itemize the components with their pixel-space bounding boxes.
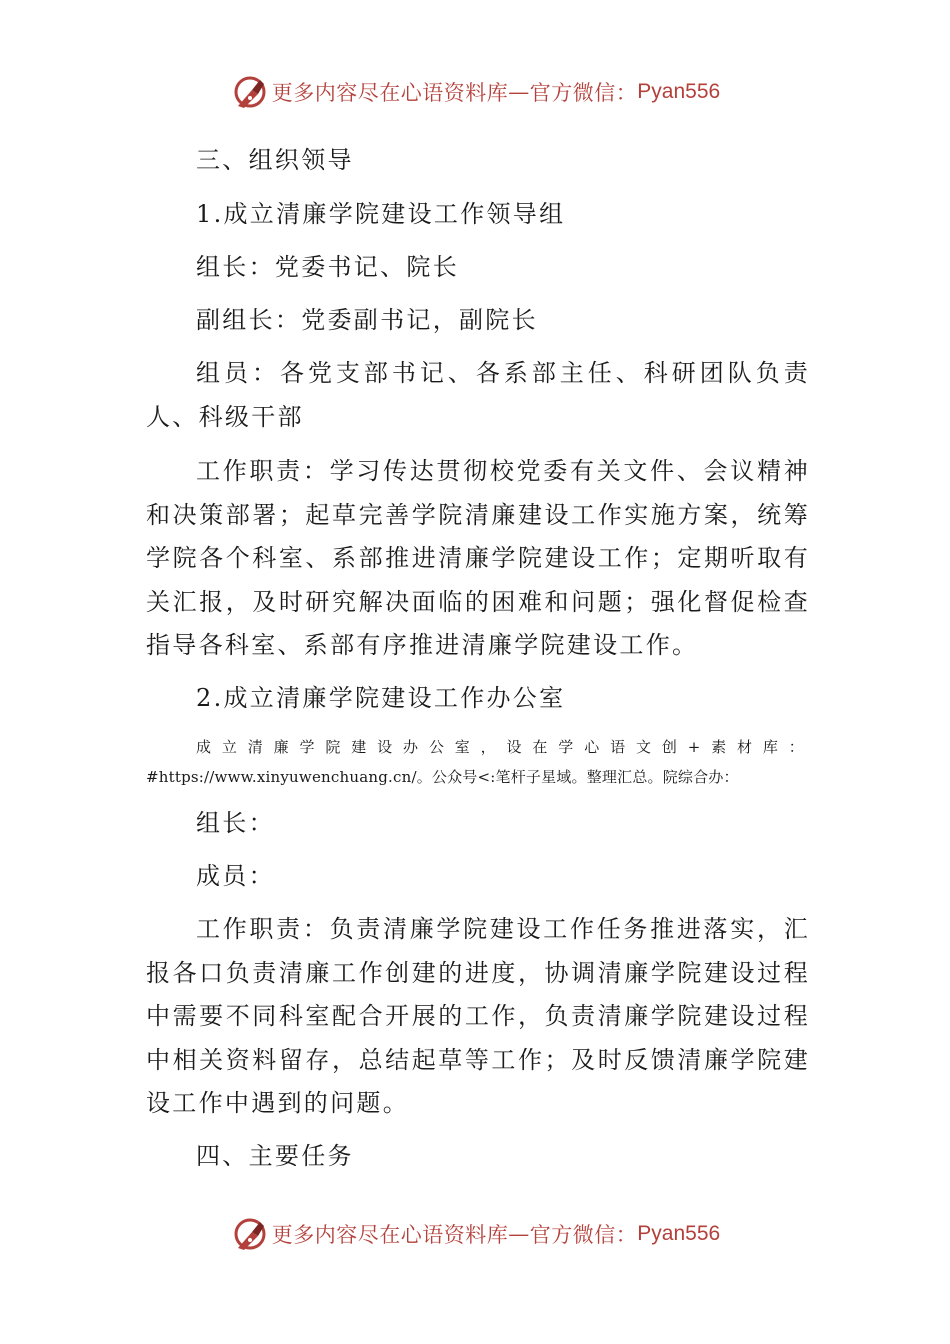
- pen-nib-logo-icon: [230, 1214, 270, 1254]
- banner-text: 更多内容尽在心语资料库: [271, 1223, 509, 1247]
- leader-line: 组长：党委书记、院长: [196, 253, 459, 281]
- banner-wechat-label: 官方微信：: [529, 1223, 638, 1247]
- header-banner[interactable]: [0, 70, 950, 114]
- duties-paragraph-2: 工作职责：负责清廉学院建设工作任务推进落实，汇报各口负责清廉工作创建的进度，协调清廉学院建设过程中需要不同科室配合开展的工作，负责清廉学院建设过程中相关资料留存，总结起草等工作；及时反馈清廉学院建设工作中遇到的问题。: [146, 915, 810, 1117]
- banner-dash: —: [508, 80, 530, 104]
- banner-dash: —: [508, 1222, 530, 1246]
- office-note-part-a: 成立清廉学院建设办公室，设在学心语文创+素材库：: [196, 738, 810, 756]
- office-note: [146, 732, 810, 792]
- deputy-line: 副组长：党委副书记，副院长: [196, 306, 538, 334]
- duties-paragraph-1: 工作职责：学习传达贯彻校党委有关文件、会议精神和决策部署；起草完善学院清廉建设工作实施方案，统筹学院各个科室、系部推进清廉学院建设工作；定期听取有关汇报，及时研究解决面临的困难和问题；强化督促检查指导各科室、系部有序推进清廉学院建设工作。: [146, 457, 810, 659]
- banner-wechat-label: 官方微信：: [529, 81, 638, 105]
- banner-text: 更多内容尽在心语资料库: [271, 81, 509, 105]
- office-members-line: 成员：: [196, 862, 275, 890]
- office-leader-line: 组长：: [196, 809, 275, 837]
- office-note-part-b: #https://www.xinyuwenchuang.cn/。公众号<:笔杆子星域。整理汇总。院综合办：: [146, 768, 739, 786]
- banner-wechat-id: Pyan556: [637, 1222, 721, 1245]
- members-paragraph: 组员：各党支部书记、各系部主任、科研团队负责人、科级干部: [146, 359, 810, 431]
- section-3-heading: 三、组织领导: [196, 146, 354, 174]
- footer-banner[interactable]: [0, 1212, 950, 1256]
- section-4-heading: 四、主要任务: [196, 1142, 354, 1170]
- pen-nib-logo-icon: [230, 72, 270, 112]
- banner-wechat-id: Pyan556: [637, 80, 721, 103]
- item-1-title: 1.成立清廉学院建设工作领导组: [196, 200, 566, 228]
- item-2-title: 2.成立清廉学院建设工作办公室: [196, 684, 566, 712]
